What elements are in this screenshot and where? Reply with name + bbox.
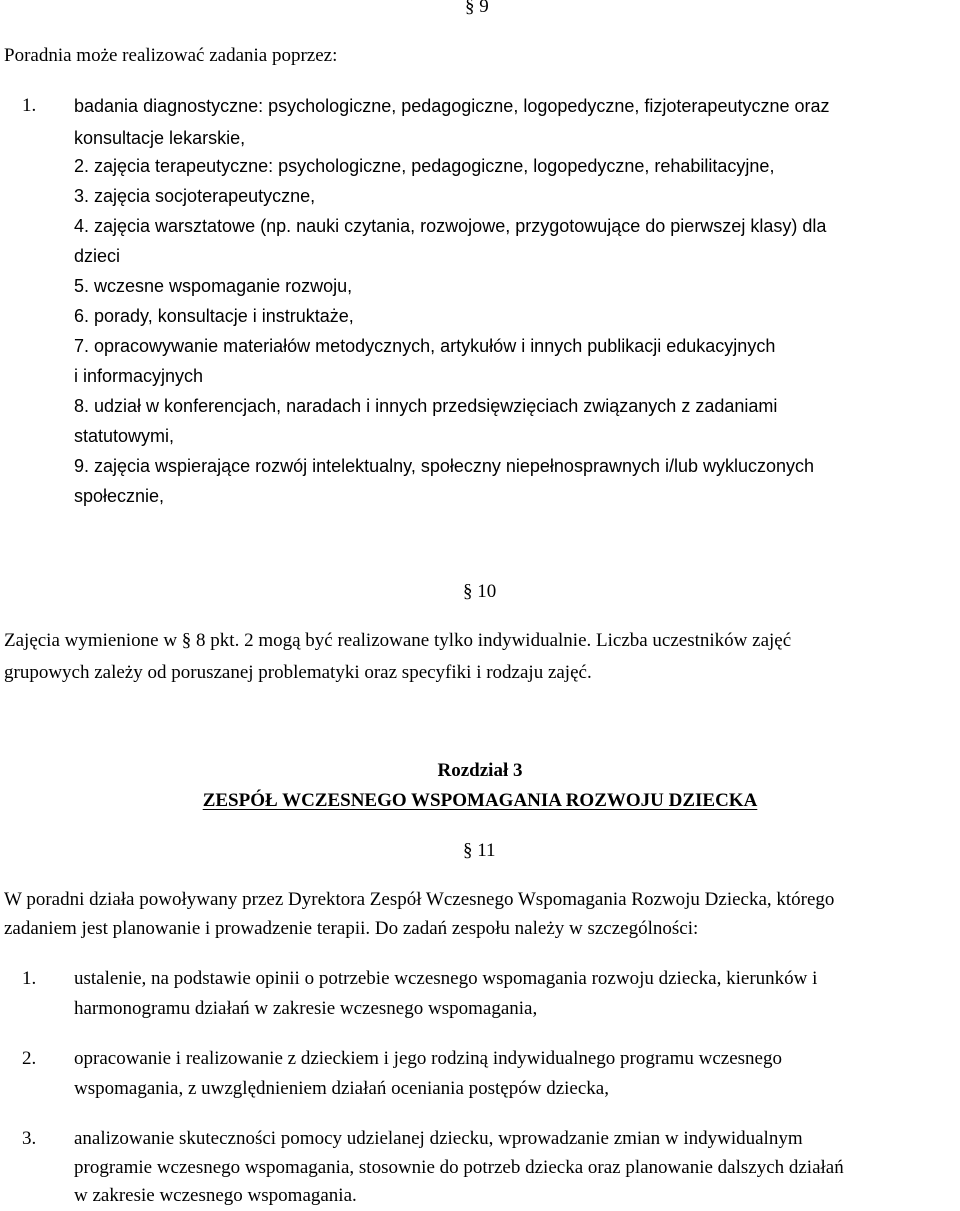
section-9-heading: § 9: [465, 0, 489, 17]
list-item-text: badania diagnostyczne: psychologiczne, pedagogiczne, logopedyczne, fizjoterapeutyczne oraz: [74, 96, 830, 116]
paragraph-line: Zajęcia wymienione w § 8 pkt. 2 mogą być realizowane tylko indywidualnie. Liczba uczestników zajęć: [4, 630, 792, 651]
list-item-number: 1.: [22, 95, 37, 116]
list-item-text: w zakresie wczesnego wspomagania.: [74, 1185, 357, 1206]
list-item-number: 1.: [22, 968, 37, 989]
list-item-text: 4. zajęcia warsztatowe (np. nauki czytania, rozwojowe, przygotowujące do pierwszej klasy) dla: [74, 216, 827, 236]
list-item-text: analizowanie skuteczności pomocy udzielanej dziecku, wprowadzanie zmian w indywidualnym: [74, 1128, 803, 1149]
list-item-text: opracowanie i realizowanie z dzieckiem i jego rodziną indywidualnego programu wczesnego: [74, 1048, 782, 1069]
list-item-text: i informacyjnych: [74, 366, 204, 386]
paragraph-line: zadaniem jest planowanie i prowadzenie terapii. Do zadań zespołu należy w szczególności:: [4, 918, 699, 939]
list-item-text: 5. wczesne wspomaganie rozwoju,: [74, 276, 353, 296]
list-item-text: 9. zajęcia wspierające rozwój intelektualny, społeczny niepełnosprawnych i/lub wykluczonych: [74, 456, 815, 476]
list-item-text: 3. zajęcia socjoterapeutyczne,: [74, 186, 316, 206]
list-item-text: wspomagania, z uwzględnieniem działań oceniania postępów dziecka,: [74, 1078, 609, 1099]
section-10-heading: § 10: [463, 581, 497, 602]
list-item-text: 7. opracowywanie materiałów metodycznych, artykułów i innych publikacji edukacyjnych: [74, 336, 776, 356]
paragraph-line: W poradni działa powoływany przez Dyrektora Zespół Wczesnego Wspomagania Rozwoju Dziecka, którego: [4, 889, 835, 910]
list-item-text: harmonogramu działań w zakresie wczesnego wspomagania,: [74, 998, 538, 1019]
list-item-text: 6. porady, konsultacje i instruktaże,: [74, 306, 354, 326]
section-11-heading: § 11: [463, 840, 496, 861]
chapter-title: ZESPÓŁ WCZESNEGO WSPOMAGANIA ROZWOJU DZIECKA: [202, 790, 758, 811]
list-item-text: programie wczesnego wspomagania, stosownie do potrzeb dziecka oraz planowanie dalszych działań: [74, 1157, 844, 1178]
chapter-number: Rozdział 3: [437, 760, 523, 781]
list-item-text: ustalenie, na podstawie opinii o potrzebie wczesnego wspomagania rozwoju dziecka, kierunków i: [74, 968, 818, 989]
list-item-text: 8. udział w konferencjach, naradach i innych przedsięwzięciach związanych z zadaniami: [74, 396, 778, 416]
list-item-text: konsultacje lekarskie,: [74, 128, 246, 148]
list-item-text: społecznie,: [74, 486, 165, 506]
list-item-text: statutowymi,: [74, 426, 175, 446]
list-item-text: dzieci: [74, 246, 121, 266]
list-item-number: 2.: [22, 1048, 37, 1069]
list-item-number: 3.: [22, 1128, 37, 1149]
section-9-intro: Poradnia może realizować zadania poprzez:: [4, 45, 338, 66]
list-item-text: 2. zajęcia terapeutyczne: psychologiczne, pedagogiczne, logopedyczne, rehabilitacyjne,: [74, 156, 775, 176]
paragraph-line: grupowych zależy od poruszanej problematyki oraz specyfiki i rodzaju zajęć.: [4, 662, 592, 683]
